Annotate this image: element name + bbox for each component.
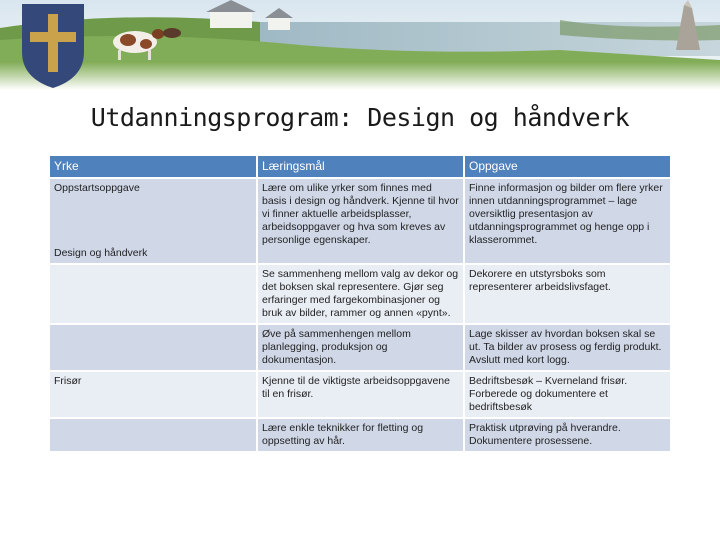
table-cell-oppgave: Bedriftsbesøk – Kverneland frisør. Forberede og dokumentere et bedriftsbesøk: [464, 371, 670, 418]
table-row: [50, 178, 670, 264]
landscape-image: [0, 0, 720, 90]
table-cell-yrke: [50, 418, 257, 452]
program-table: [50, 156, 670, 453]
table-cell-laeringsmal: Kjenne til de viktigste arbeidsoppgavene til en frisør.: [257, 371, 464, 418]
table-row: [50, 264, 670, 324]
table-cell-laeringsmal: Øve på sammenhengen mellom planlegging, produksjon og dokumentasjon.: [257, 324, 464, 371]
table-cell-oppgave: Lage skisser av hvordan boksen skal se ut. Ta bilder av prosess og ferdig produkt. Avslutt med kort logg.: [464, 324, 670, 371]
table-cell-laeringsmal: Lære enkle teknikker for fletting og oppsetting av hår.: [257, 418, 464, 452]
table-cell-oppgave: Praktisk utprøving på hverandre. Dokumentere prosessene.: [464, 418, 670, 452]
column-header-oppgave: Oppgave: [464, 156, 670, 178]
yrke-text: Oppstartsoppgave: [54, 182, 140, 194]
column-header-laeringsmal: Læringsmål: [257, 156, 464, 178]
header-banner: [0, 0, 720, 90]
table-header-row: [50, 156, 670, 178]
table-cell-yrke: [50, 324, 257, 371]
shield-logo-icon: [0, 0, 90, 90]
table-cell-laeringsmal: Lære om ulike yrker som finnes med basis i design og håndverk. Kjenne til hvor vi finner aktuelle arbeidsplasser, arbeidsoppgaver og hva som kreves av personlige egenskaper.: [257, 178, 464, 264]
table-cell-yrke: Frisør: [50, 371, 257, 418]
table-row: [50, 324, 670, 371]
page-title: Utdanningsprogram: Design og håndverk: [90, 103, 630, 132]
table-row: [50, 371, 670, 418]
table-cell-oppgave: Dekorere en utstyrsboks som representerer arbeidslivsfaget.: [464, 264, 670, 324]
table-cell-yrke: [50, 264, 257, 324]
yrke-subtitle: Design og håndverk: [54, 247, 148, 259]
column-header-yrke: Yrke: [50, 156, 257, 178]
table-row: [50, 418, 670, 452]
table-cell-laeringsmal: Se sammenheng mellom valg av dekor og det boksen skal representere. Gjør seg erfaringer med fargekombinasjoner og bruk av bilder, rammer og annen «pynt».: [257, 264, 464, 324]
table-cell-oppgave: Finne informasjon og bilder om flere yrker innen utdanningsprogrammet – lage oversiktlig presentasjon av utdanningsprogrammet og henge opp i klasserommet.: [464, 178, 670, 264]
table-cell-yrke: [50, 178, 257, 264]
